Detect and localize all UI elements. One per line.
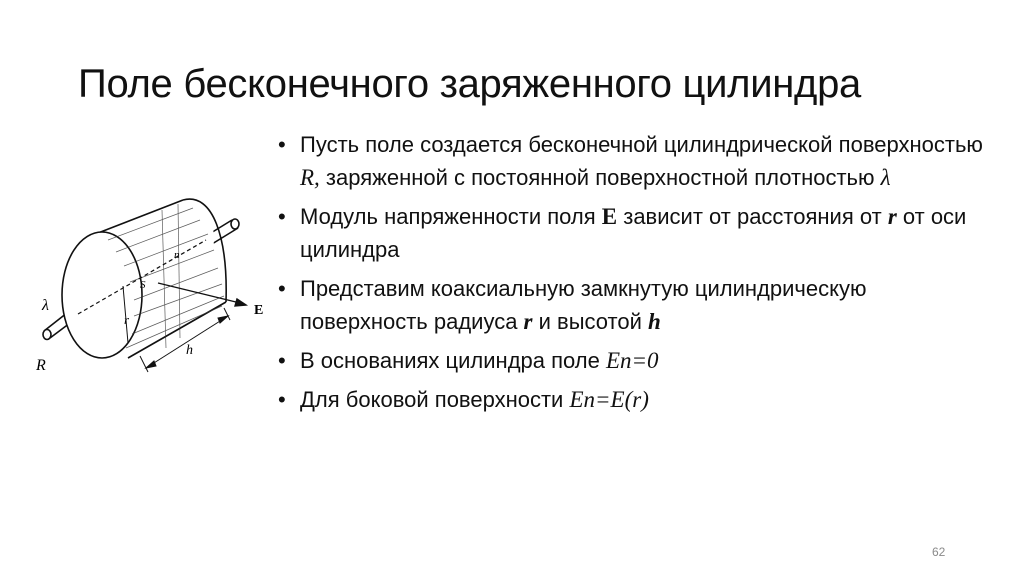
math-symbol: λ [880,165,891,190]
E-label: E [254,303,264,318]
h-label: h [186,343,193,358]
R-label: R [36,357,46,374]
bullet-text: от оси цилиндра [300,204,967,262]
bullet-text: Представим коаксиальную замкнутую цилиндрическую поверхность радиуса [300,276,867,334]
bullet-text: Пусть поле создается бесконечной цилиндрической поверхностью [300,132,983,157]
math-symbol: r [523,309,533,334]
bullet-item [278,128,988,194]
bullet-marker: • [278,204,286,229]
bullet-list [278,128,988,422]
n-label: n [174,249,180,261]
bullet-text: зависит от расстояния от [617,204,888,229]
math-symbol: h [647,309,661,334]
bullet-text: В основаниях цилиндра поле [300,348,606,373]
slide-title: Поле бесконечного заряженного цилиндра [78,62,861,106]
bullet-text: заряженной с постоянной поверхностной плотностью [319,165,881,190]
bullet-text: и высотой [532,309,648,334]
math-symbol: R, [300,165,320,190]
bullet-marker: • [278,276,286,301]
math-symbol: E [601,204,618,229]
bullet-item [278,200,988,266]
math-symbol: En=E(r) [569,387,649,412]
cylinder-figure [28,178,278,378]
bullet-marker: • [278,348,286,373]
bullet-marker: • [278,132,286,157]
slide-number: 62 [932,545,946,559]
bullet-text: Для боковой поверхности [300,387,570,412]
bullet-text: Модуль напряженности поля [300,204,602,229]
bullet-item [278,344,988,377]
bullet-item [278,272,988,338]
math-symbol: r [887,204,897,229]
r-label: r [124,312,130,327]
lambda-label: λ [42,297,49,314]
S-label: S [140,279,146,291]
bullet-item [278,383,988,416]
bullet-marker: • [278,387,286,412]
math-symbol: En=0 [605,348,659,373]
